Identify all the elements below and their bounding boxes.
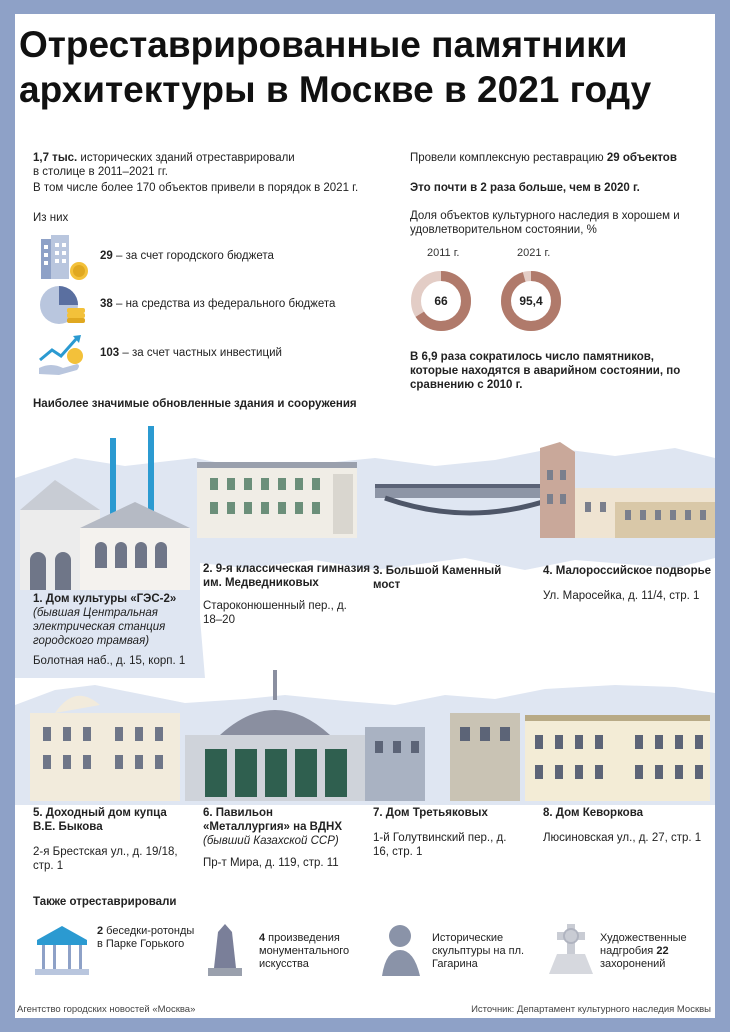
building-1-address: Болотная наб., д. 15, корп. 1 xyxy=(33,655,186,667)
building-7-address: 1-й Голутвинский пер., д. 16, стр. 1 xyxy=(373,832,507,858)
also-title: Также отреставрировали xyxy=(33,896,177,908)
funding-row-federal: 38 – на средства из федерального бюджета xyxy=(100,298,336,310)
building-4-address: Ул. Маросейка, д. 11/4, стр. 1 xyxy=(543,590,700,602)
donut-2021 xyxy=(500,270,562,332)
of-them-label: Из них xyxy=(33,212,69,224)
also-item-rotundas: 2 беседки-ротонды в Парке Горького xyxy=(97,925,195,950)
building-6-address: Пр-т Мира, д. 119, стр. 11 xyxy=(203,857,339,869)
monument-icon xyxy=(200,922,250,978)
funding-row-city: 29 – за счет городского бюджета xyxy=(100,250,274,262)
also-item-monumental-art: 4 произведения монументального искусства xyxy=(259,932,350,970)
buildings-row-2-art xyxy=(15,665,715,805)
building-3-caption: 3. Большой Каменный мост xyxy=(373,565,502,591)
building-4-caption: 4. Малороссийское подворье xyxy=(543,565,712,577)
rotunda-icon xyxy=(33,922,91,978)
complex-restoration-stat: Провели комплексную реставрацию 29 объектов xyxy=(410,152,677,164)
footer-agency: Агентство городских новостей «Москва» xyxy=(17,1004,196,1015)
also-item-sculptures: Исторические скульптуры на пл. Гагарина xyxy=(432,932,525,970)
donut-2021-year: 2021 г. xyxy=(517,247,551,259)
year-2021-stat: В том числе более 170 объектов привели в порядок в 2021 г. xyxy=(33,182,359,194)
section-title: Наиболее значимые обновленные здания и сооружения xyxy=(33,398,357,410)
building-7-caption: 7. Дом Третьяковых xyxy=(373,807,488,819)
building-5-address: 2-я Брестская ул., д. 19/18, стр. 1 xyxy=(33,846,178,872)
tombstone-icon xyxy=(543,920,599,978)
building-5-caption: 5. Доходный дом купца В.Е. Быкова xyxy=(33,807,167,833)
building-2-caption: 2. 9-я классическая гимназия им. Медведниковых xyxy=(203,563,371,589)
donut-2011-year: 2011 г. xyxy=(427,247,460,259)
sculpture-icon xyxy=(378,920,428,978)
federal-budget-icon xyxy=(37,283,92,328)
building-6-caption: 6. Павильон «Металлургия» на ВДНХ (бывший Казахской ССР) xyxy=(203,807,342,847)
city-budget-icon xyxy=(37,233,92,283)
share-title: Доля объектов культурного наследия в хорошем и удовлетворительном состоянии, % xyxy=(410,210,680,236)
emergency-decline-stat: В 6,9 раза сократилось число памятников, которые находятся в аварийном состоянии, по сравнению с 2010 г. xyxy=(410,351,681,391)
twice-stat: Это почти в 2 раза больше, чем в 2020 г. xyxy=(410,182,640,194)
donut-2011 xyxy=(410,270,472,332)
donut-2011-value: 66 xyxy=(434,294,448,308)
building-1-caption: 1. Дом культуры «ГЭС-2» (бывшая Центральная электрическая станция городского трамвая) xyxy=(33,593,177,647)
funding-row-private: 103 – за счет частных инвестиций xyxy=(100,347,282,359)
private-investment-icon xyxy=(37,332,92,377)
donut-2021-value: 95,4 xyxy=(519,294,543,308)
page-title: Отреставрированные памятники архитектуры в Москве в 2021 году xyxy=(19,24,652,110)
building-2-address: Староконюшенный пер., д. 18–20 xyxy=(203,600,347,626)
total-restored-stat: 1,7 тыс. исторических зданий отреставрировали в столице в 2011–2021 гг. xyxy=(33,152,295,178)
building-8-address: Люсиновская ул., д. 27, стр. 1 xyxy=(543,832,702,844)
building-8-caption: 8. Дом Кеворкова xyxy=(543,807,644,819)
also-item-tombstones: Художественные надгробия 22 захоронений xyxy=(600,932,687,970)
footer-source: Источник: Департамент культурного наследия Москвы xyxy=(471,1004,711,1015)
